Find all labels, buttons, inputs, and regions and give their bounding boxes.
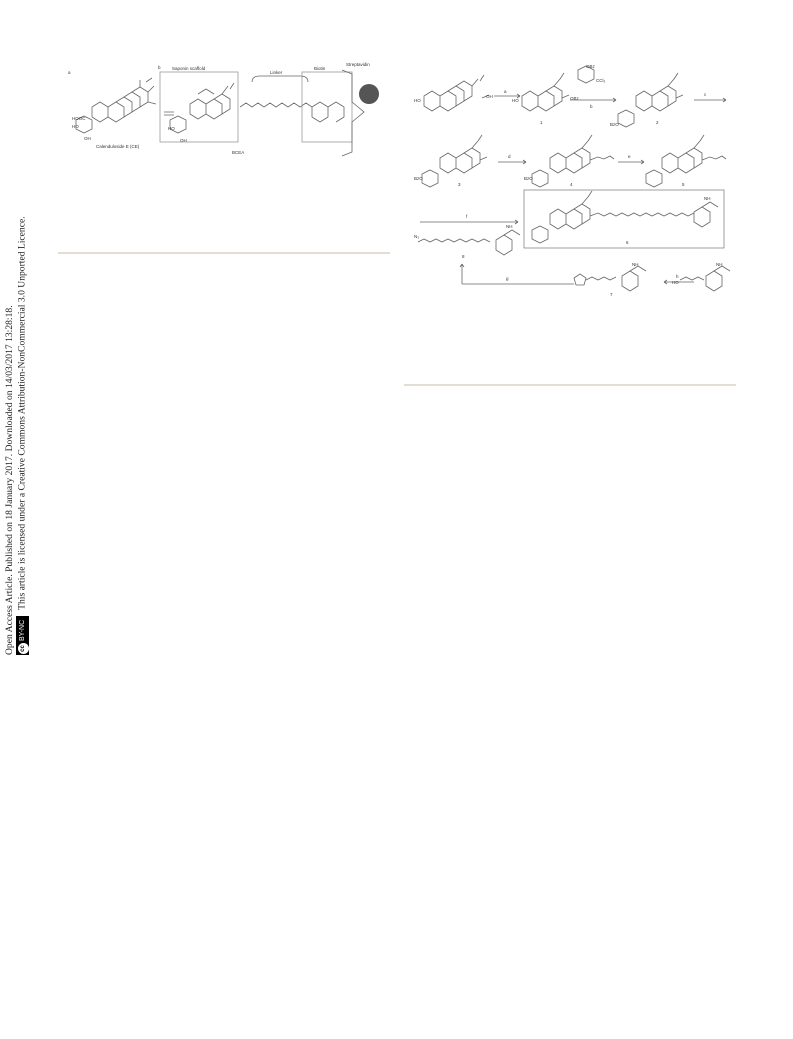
step-b-label: b — [590, 104, 593, 109]
compound-3-label: 3 — [458, 182, 461, 187]
bzo-label-2: BzO — [610, 122, 619, 127]
ho-label-start: HO — [414, 98, 421, 103]
streptavidin-label: Streptavidin — [346, 62, 370, 67]
ho-label-1: HO — [512, 98, 519, 103]
nh-label-acid: NH — [716, 262, 723, 267]
compound-2-label: 2 — [656, 120, 659, 125]
cc-license-badge[interactable] — [16, 616, 29, 655]
obz-label-reagent: OBz — [586, 64, 595, 69]
compound-6-label: 6 — [626, 240, 629, 245]
publication-info: Open Access Article. Published on 18 January 2017. Downloaded on 14/03/2017 13:28:18. — [4, 305, 15, 655]
oh-label-b: OH — [180, 138, 187, 143]
probe-label: BCEA — [232, 150, 245, 155]
ccl3-label: CCl₃ — [596, 78, 606, 83]
compound-4-label: 4 — [570, 182, 573, 187]
panel-b-label: b — [158, 65, 161, 70]
bzo-label-3: BzO — [414, 176, 423, 181]
linker-label: Linker — [270, 70, 283, 75]
panel-a-label: a — [68, 70, 71, 75]
acid-oh-label: OH — [486, 94, 493, 99]
compound-8-label: 8 — [462, 254, 465, 259]
cc-badge-text: BY-NC — [19, 619, 26, 641]
hooc-label: HOOC — [72, 116, 86, 121]
step-a-label: a — [504, 89, 507, 94]
ho-label-acid: HO — [672, 280, 679, 285]
nh-label-8: NH — [506, 224, 513, 229]
compound-7-label: 7 — [610, 292, 613, 297]
step-d-label: d — [508, 154, 511, 159]
cc-icon: cc — [18, 643, 29, 654]
oh-label-a: OH — [84, 136, 91, 141]
compound-1-label: 1 — [540, 120, 543, 125]
compound-5-label: 5 — [682, 182, 685, 187]
license-info: This article is licensed under a Creative Commons Attribution-NonCommercial 3.0 Unported Licence. — [16, 216, 28, 610]
figure-ce-probe — [62, 62, 392, 172]
obz-label-1: OBz — [570, 96, 579, 101]
step-e-label: e — [628, 154, 631, 159]
bzo-label-4: BzO — [524, 176, 533, 181]
scaffold-label: Saponin scaffold — [172, 66, 206, 71]
step-g-label: g — [506, 276, 509, 281]
biotin-label: Biotin — [314, 66, 326, 71]
step-c-label: c — [704, 92, 707, 97]
streptavidin-bead — [359, 84, 379, 104]
ho-label-b: HO — [168, 126, 175, 131]
step-h-label: h — [676, 274, 679, 279]
nh-label-6: NH — [704, 196, 711, 201]
step-f-label: f — [466, 214, 468, 219]
nh-label-7: NH — [632, 262, 639, 267]
license-strip — [4, 115, 38, 655]
left-column-rule — [58, 252, 390, 254]
right-column-rule — [404, 384, 736, 386]
ho-label-a: HO — [72, 124, 79, 129]
compound-ce-label: Calenduloside E (CE) — [96, 144, 140, 149]
n3-label: N₃ — [414, 234, 420, 239]
figure-synthesis-scheme — [410, 58, 740, 298]
